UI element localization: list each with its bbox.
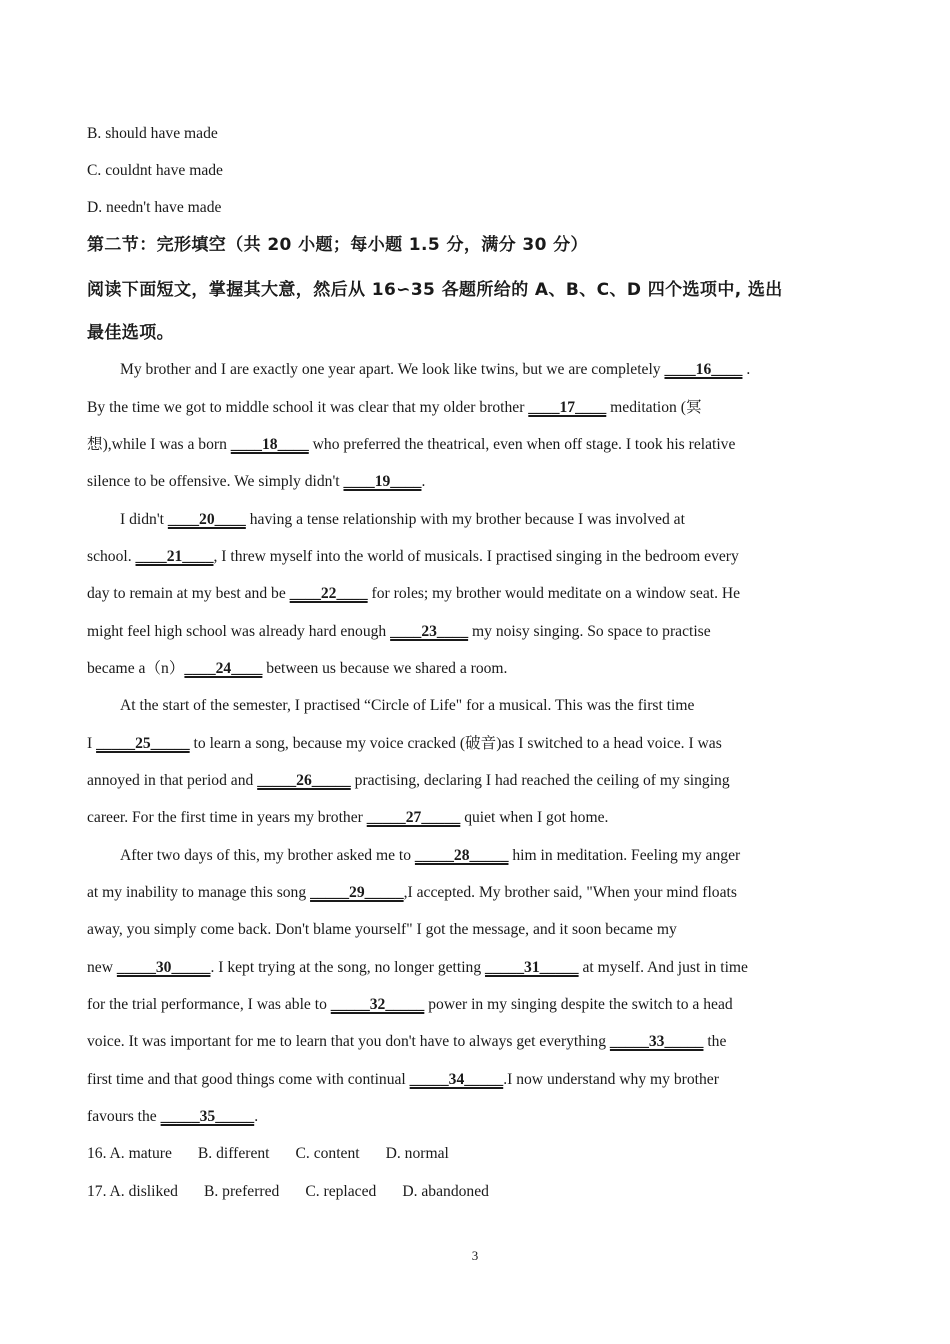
text: school. [87,548,136,565]
blank-31: _____31_____ [485,959,579,976]
blank-26: _____26_____ [257,772,351,789]
section-title: 第二节：完形填空（共 20 小题；每小题 1.5 分，满分 30 分） [87,235,588,255]
passage-line-8 [87,622,711,642]
text: power in my singing despite the switch to a head [424,996,733,1013]
option-b: B. different [197,1145,270,1162]
blank-17: ____17____ [528,399,607,416]
text: for the trial performance, I was able to [87,996,331,1013]
passage-line-18 [87,995,733,1015]
question-number: 17. [87,1183,107,1200]
blank-27: _____27_____ [366,809,461,826]
text: between us because we shared a room. [262,660,508,677]
passage-line-21 [87,1107,258,1127]
blank-22: ____22____ [289,585,368,602]
question-17 [87,1182,489,1202]
option-b-prev: B. should have made [87,125,218,142]
text: annoyed in that period and [87,772,258,789]
blank-25: _____25_____ [96,735,190,752]
text: voice. It was important for me to learn that you don't have to always get everything [87,1033,610,1050]
option-c: C. replaced [305,1183,377,1200]
text: . [742,361,751,378]
passage-line-15 [87,883,737,903]
passage-line-3 [87,435,735,455]
text: . [254,1108,259,1125]
passage-line-6 [87,547,739,567]
text: I [87,735,97,752]
page-number: 3 [471,1248,479,1263]
passage-line-19 [87,1032,726,1052]
text: , I threw myself into the world of musicals. I practised singing in the bedroom every [213,548,739,565]
blank-28: _____28_____ [414,847,509,864]
passage-line-7 [87,584,740,604]
blank-34: _____34_____ [409,1071,504,1088]
passage-line-17 [87,958,748,978]
text: 想),while I was a born [87,436,231,453]
text: career. For the first time in years my brother [87,809,367,826]
option-c-prev: C. couldnt have made [87,162,223,179]
passage-line-10: At the start of the semester, I practised “Circle of Life" for a musical. This was the first time [120,697,695,714]
text: at myself. And just in time [578,959,748,976]
text: ,I accepted. My brother said, "When your mind floats [403,884,737,901]
text: new [87,959,117,976]
blank-35: _____35_____ [160,1108,255,1125]
option-c: C. content [295,1145,360,1162]
text: . [421,473,426,490]
text: him in meditation. Feeling my anger [508,847,741,864]
text: My brother and I are exactly one year apart. We look like twins, but we are completely [120,361,665,378]
text: By the time we got to middle school it was clear that my older brother [87,399,529,416]
blank-33: _____33_____ [609,1033,704,1050]
text: the [703,1033,727,1050]
passage-line-2 [87,398,702,418]
blank-21: ____21____ [135,548,214,565]
text: quiet when I got home. [460,809,609,826]
passage-line-9 [87,659,507,679]
blank-30: _____30_____ [116,959,211,976]
text: my noisy singing. So space to practise [468,623,711,640]
option-d: D. abandoned [402,1183,489,1200]
text: for roles; my brother would meditate on a window seat. He [367,585,741,602]
passage-line-4 [87,472,425,492]
passage-line-1 [120,360,750,380]
passage-line-12 [87,771,730,791]
text: might feel high school was already hard enough [87,623,391,640]
text: . I kept trying at the song, no longer getting [210,959,486,976]
text: practising, declaring I had reached the ceiling of my singing [350,772,730,789]
passage-line-20 [87,1070,719,1090]
blank-18: ____18____ [230,436,309,453]
section-instruction-2: 最佳选项。 [87,323,174,343]
blank-19: ____19____ [343,473,422,490]
text: at my inability to manage this song [87,884,311,901]
text: became a（n） [87,660,185,677]
blank-29: _____29_____ [310,884,404,901]
blank-24: ____24____ [184,660,263,677]
option-b: B. preferred [203,1183,280,1200]
passage-line-11 [87,734,722,754]
text: silence to be offensive. We simply didn't [87,473,344,490]
passage-line-5 [120,510,685,530]
option-d-prev: D. needn't have made [87,199,222,216]
passage-line-13 [87,808,608,828]
text: favours the [87,1108,161,1125]
question-number: 16. [87,1145,107,1162]
text: to learn a song, because my voice cracked (破音)as I switched to a head voice. I was [189,735,722,752]
text: day to remain at my best and be [87,585,290,602]
text: After two days of this, my brother asked me to [120,847,415,864]
blank-23: ____23____ [390,623,469,640]
option-a: A. disliked [109,1183,178,1200]
section-instruction-1: 阅读下面短文，掌握其大意，然后从 16∽35 各题所给的 A、B、C、D 四个选项中, 选出 [87,280,783,300]
text: .I now understand why my brother [503,1071,719,1088]
option-a: A. mature [109,1145,172,1162]
option-d: D. normal [385,1145,449,1162]
question-16 [87,1144,449,1164]
blank-32: _____32_____ [330,996,425,1013]
text: meditation (冥 [606,399,702,416]
text: who preferred the theatrical, even when off stage. I took his relative [308,436,736,453]
text: having a tense relationship with my brother because I was involved at [245,511,685,528]
blank-20: ____20____ [167,511,246,528]
text: first time and that good things come with continual [87,1071,410,1088]
passage-line-14 [120,846,740,866]
passage-line-16: away, you simply come back. Don't blame yourself" I got the message, and it soon became my [87,921,677,938]
blank-16: ____16____ [664,361,743,378]
text: I didn't [120,511,168,528]
